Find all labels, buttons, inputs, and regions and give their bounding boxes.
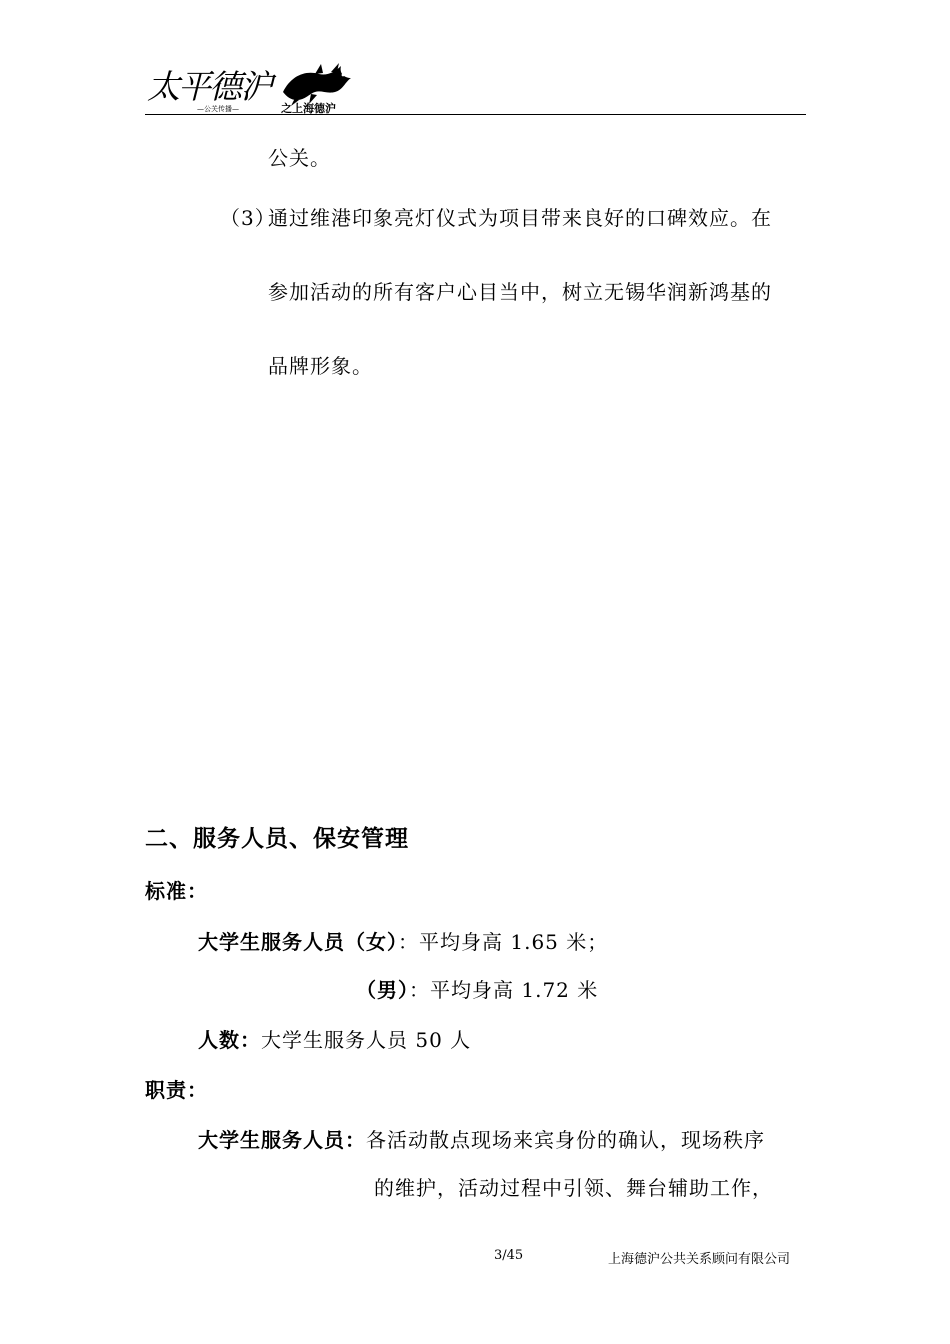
- company-logo: [145, 62, 355, 114]
- footer-company: 上海德沪公共关系顾问有限公司: [608, 1252, 791, 1267]
- duty-label: 职责：: [145, 1078, 208, 1102]
- logo-subtitle: —公关传播—: [197, 105, 239, 113]
- staff-count-label: 人数：: [198, 1028, 261, 1052]
- header-divider: [145, 114, 806, 115]
- staff-count-value: 大学生服务人员 50 人: [261, 1028, 472, 1052]
- staff-count: [198, 1024, 471, 1053]
- item-3-line-a: 通过维港印象亮灯仪式为项目带来良好的口碑效应。在: [268, 206, 772, 230]
- page-number: 3/45: [494, 1248, 524, 1263]
- dragon-icon: [283, 63, 351, 106]
- logo-tagline: 之上海德沪: [281, 102, 336, 114]
- section-title: 二、服务人员、保安管理: [145, 826, 409, 852]
- duty-line-a: [198, 1124, 765, 1153]
- duty-line-b: 的维护，活动过程中引领、舞台辅助工作，: [374, 1176, 773, 1200]
- standard-label: 标准：: [145, 879, 208, 903]
- male-standard: [356, 974, 598, 1003]
- duty-role-label: 大学生服务人员：: [198, 1128, 366, 1152]
- logo-main-text: 太平德沪: [147, 67, 271, 106]
- body-line-continuation: 公关。: [268, 146, 331, 170]
- item-3-line-b: 参加活动的所有客户心目当中，树立无锡华润新鸿基的: [268, 280, 772, 304]
- male-standard-value: ：平均身高 1.72 米: [409, 978, 599, 1002]
- page-header: [145, 62, 806, 116]
- female-standard: [198, 926, 608, 955]
- item-3-line-c: 品牌形象。: [268, 354, 373, 378]
- female-standard-label: 大学生服务人员（女）: [198, 930, 398, 954]
- male-standard-label: （男）: [356, 978, 409, 1002]
- female-standard-value: ：平均身高 1.65 米；: [398, 930, 609, 954]
- item-3-marker: （3）: [220, 206, 276, 230]
- duty-text-a: 各活动散点现场来宾身份的确认，现场秩序: [366, 1128, 765, 1152]
